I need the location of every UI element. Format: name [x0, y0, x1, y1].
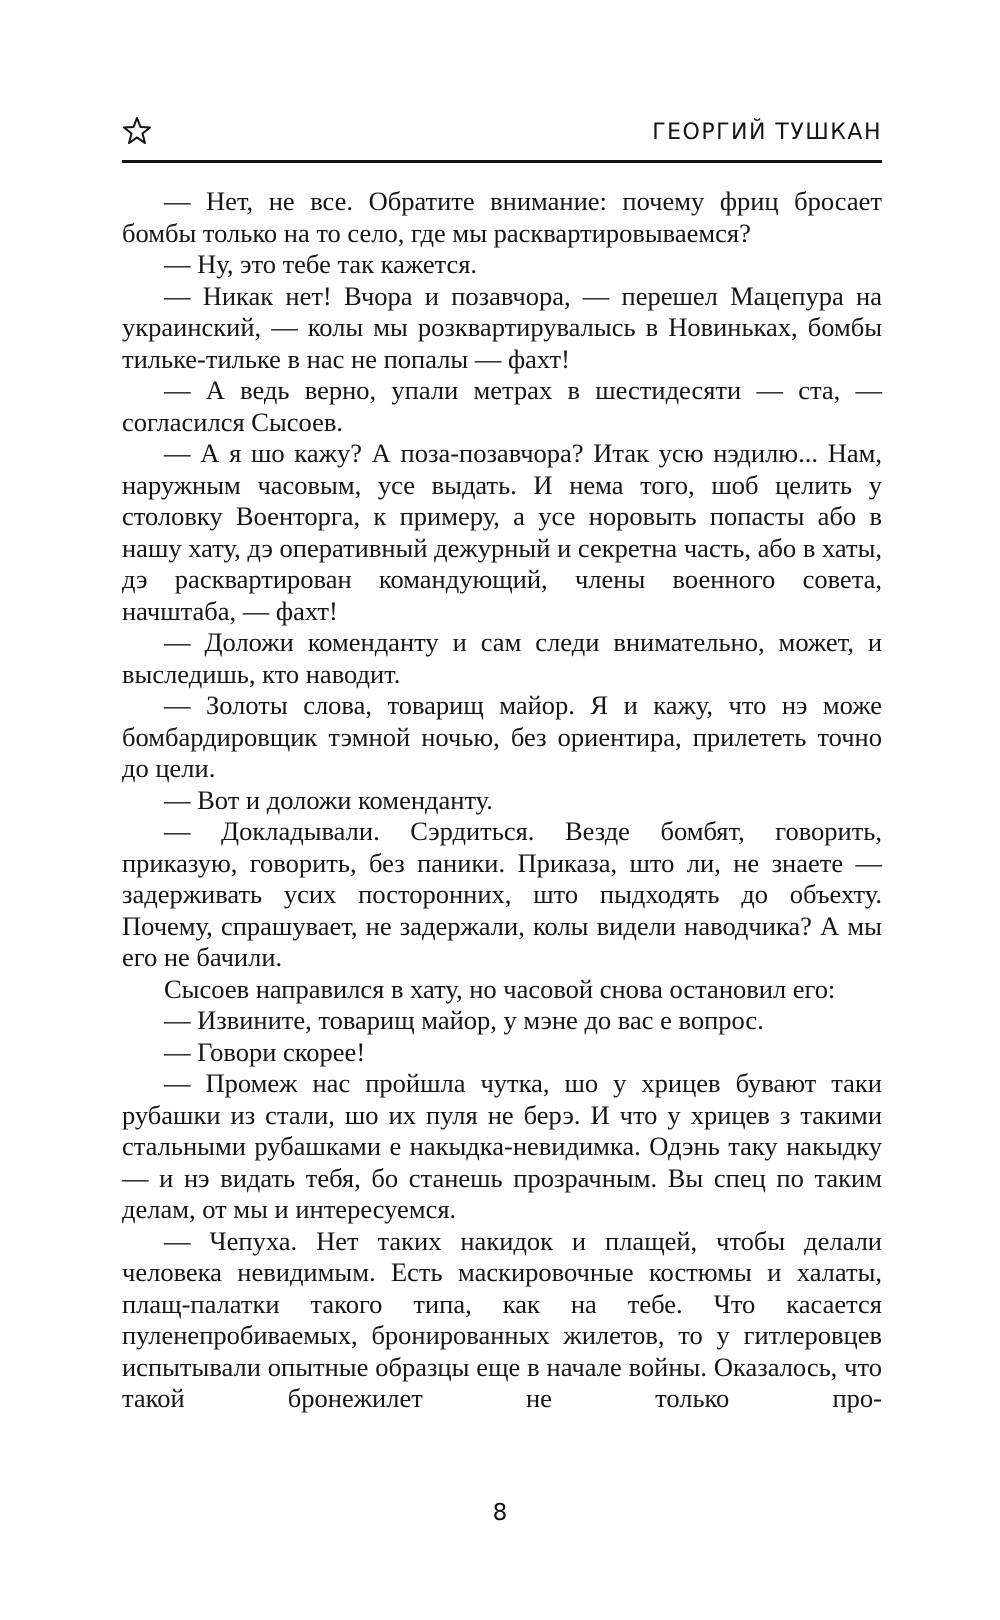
paragraph: Сысоев направился в хату, но часовой снова остановил его:: [164, 973, 836, 1004]
author-name: ГЕОРГИЙ ТУШКАН: [652, 120, 882, 145]
paragraph: — А ведь верно, упали метрах в шестидесяти — ста, — согласился Сысоев.: [122, 375, 882, 437]
star-outline-icon: [122, 116, 152, 146]
paragraph: — Вот и доложи коменданту.: [164, 784, 493, 815]
page-number: 8: [492, 1500, 508, 1526]
paragraph: — Чепуха. Нет таких накидок и плащей, чтобы делали человека невидимым. Есть маскировочные костюмы и халаты, плащ-палатки такого типа, как на тебе. Что касается пуленепробиваемых, бронированных жилетов, то у гитлеровцев испытывали опытные образцы еще в начале войны. Оказалось, что такой бронежилет не только про-: [122, 1225, 882, 1413]
paragraph: — Ну, это тебе так кажется.: [164, 249, 478, 279]
paragraph: — Промеж нас пройшла чутка, шо у хрицев бувают таки рубашки из стали, шо их пуля не берэ. И что у хрицев з такими стальными рубашками е накыдка-невидимка. Одэнь таку накыдку — и нэ видать тебя, бо станешь прозрачным. Вы спец по таким делам, от мы и интересуемся.: [122, 1068, 882, 1224]
paragraph: — Доложи коменданту и сам следи внимательно, может, и выследишь, кто наводит.: [122, 627, 882, 689]
body-text: [122, 186, 882, 1415]
paragraph: — Нет, не все. Обратите внимание: почему фриц бросает бомбы только на то село, где мы расквартировываемся?: [122, 186, 882, 248]
paragraph: — Извините, товарищ майор, у мэне до вас е вопрос.: [164, 1005, 764, 1035]
paragraph: — Золоты слова, товарищ майор. Я и кажу, что нэ може бомбардировщик тэмной ночью, без ориентира, прилететь точно до цели.: [122, 690, 882, 783]
paragraph: — А я шо кажу? А поза-позавчора? Итак усю нэдилю... Нам, наружным часовым, усе выдать. И нема того, шоб целить у столовку Военторга, к примеру, а усе норовыть попасты або в нашу хату, дэ оперативный дежурный и секретна часть, або в хаты, дэ расквартирован командующий, члены военного совета, начштаба, — фахт!: [122, 438, 882, 626]
paragraph: — Никак нет! Вчора и позавчора, — перешел Мацепура на украинский, — колы мы розквартирувалысь в Новиньках, бомбы тильке-тильке в нас не попалы — фахт!: [122, 280, 882, 374]
running-header: [122, 112, 882, 163]
paragraph: — Говори скорее!: [164, 1036, 366, 1067]
paragraph: — Докладывали. Сэрдиться. Везде бомбят, говорить, приказую, говорить, без паники. Приказа, што ли, не знаете — задерживать усих посторонних, што пыдходять до объехту. Почему, спрашувает, не задержали, колы видели наводчика? А мы его не бачили.: [122, 816, 882, 972]
